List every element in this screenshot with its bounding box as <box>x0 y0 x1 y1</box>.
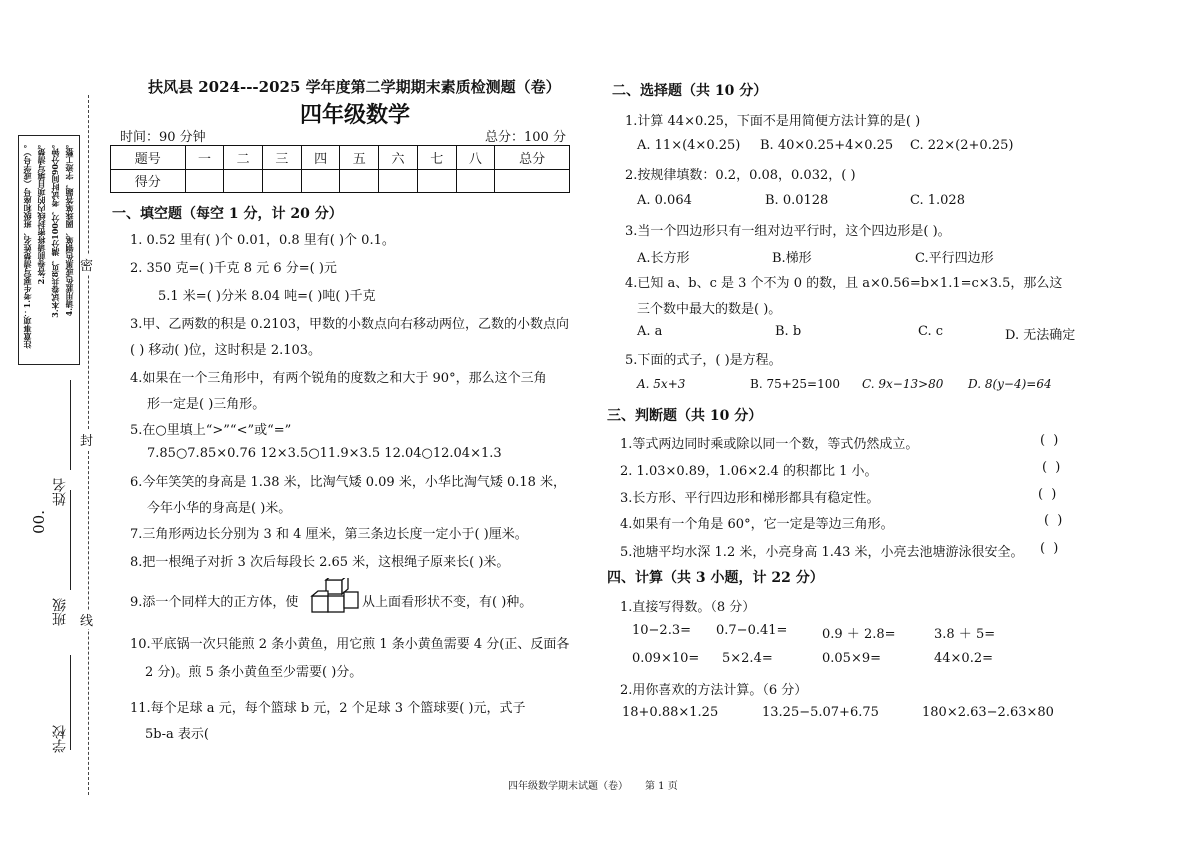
seal-mark-feng: 封 <box>80 430 93 449</box>
score-blank[interactable] <box>340 169 379 193</box>
judge-answer-4[interactable]: ( ) <box>1044 513 1065 528</box>
score-blank[interactable] <box>185 169 224 193</box>
calc-expr-3: 180×2.63−2.63×80 <box>922 705 1054 720</box>
score-blank[interactable] <box>495 169 570 193</box>
fill-q1: 1. 0.52 里有( )个 0.01，0.8 里有( )个 0.1。 <box>130 233 395 248</box>
score-blank[interactable] <box>379 169 418 193</box>
fill-q4a: 4.如果在一个三角形中，有两个锐角的度数之和大于 90°，那么这个三角 <box>130 371 547 386</box>
notice-line-2: 2.答卷前请将密封线内的项目填写清楚。 <box>36 140 46 285</box>
exam-notice-box <box>18 135 80 365</box>
choice-q5-opt-a: A. 5x+3 <box>637 377 686 391</box>
choice-q2: 2.按规律填数：0.2，0.08，0.032，( ) <box>625 168 856 183</box>
choice-q5-opt-d: D. 8(y−4)=64 <box>968 377 1052 391</box>
fill-q6a: 6.今年笑笑的身高是 1.38 米，比淘气矮 0.09 米，小华比淘气矮 0.18 米， <box>130 475 567 490</box>
choice-q3-opt-c: C.平行四边形 <box>915 251 994 266</box>
score-blank[interactable] <box>263 169 302 193</box>
seat-number: 00. <box>30 510 48 534</box>
score-cell: 二 <box>224 146 263 170</box>
fill-q5b: 7.85○7.85×0.76 12×3.5○11.9×3.5 12.04○12.04×1.3 <box>147 446 502 461</box>
calc-sub2-heading: 2.用你喜欢的方法计算。（6 分） <box>620 683 808 698</box>
section2-heading: 二、选择题（共 10 分） <box>612 83 768 99</box>
score-table-header-row <box>111 146 570 170</box>
section1-heading: 一、填空题（每空 1 分，计 20 分） <box>112 206 343 222</box>
exam-time: 时间：90 分钟 <box>120 130 206 145</box>
calc-oral-5: 0.09×10= <box>632 651 700 666</box>
choice-q2-opt-c: C. 1.028 <box>910 193 965 208</box>
calc-oral-7: 0.05×9= <box>822 651 882 666</box>
fill-q10b: 2 分)。煎 5 条小黄鱼至少需要( )分。 <box>145 665 363 680</box>
judge-item-3: 3.长方形、平行四边形和梯形都具有稳定性。 <box>620 491 880 506</box>
class-underline <box>70 490 71 590</box>
fill-q7: 7.三角形两边长分别为 3 和 4 厘米，第三条边长度一定小于( )厘米。 <box>130 527 528 542</box>
cube-face <box>328 596 344 612</box>
choice-q5: 5.下面的式子，( )是方程。 <box>625 353 782 368</box>
choice-q4-opt-a: A. a <box>637 324 663 339</box>
fill-q3a: 3.甲、乙两数的积是 0.2103，甲数的小数点向右移动两位，乙数的小数点向 <box>130 317 570 332</box>
section4-heading: 四、计算（共 3 小题，计 22 分） <box>607 570 824 586</box>
judge-item-4: 4.如果有一个角是 60°，它一定是等边三角形。 <box>620 517 894 532</box>
cube-face <box>312 591 328 596</box>
score-table-score-row <box>111 169 570 193</box>
calc-oral-4: 3.8 ＋ 5= <box>934 627 996 642</box>
score-cell: 三 <box>263 146 302 170</box>
score-row-label: 得分 <box>111 169 186 193</box>
footer-title: 四年级数学期末试题（卷） <box>508 781 628 792</box>
fill-q11b: 5b-a 表示( <box>145 727 209 742</box>
fill-q10a: 10.平底锅一次只能煎 2 条小黄鱼，用它煎 1 条小黄鱼需要 4 分(正、反面各 <box>130 637 570 652</box>
choice-q1: 1.计算 44×0.25，下面不是用简便方法计算的是( ) <box>625 114 921 129</box>
choice-q4-opt-c: C. c <box>918 324 944 339</box>
choice-q1-opt-a: A. 11×(4×0.25) <box>637 138 741 153</box>
choice-q3-opt-b: B.梯形 <box>772 251 812 266</box>
fill-q9b: 从上面看形状不变，有( )种。 <box>362 595 533 610</box>
score-blank[interactable] <box>417 169 456 193</box>
school-underline <box>70 655 71 750</box>
judge-item-2: 2. 1.03×0.89，1.06×2.4 的积都比 1 小。 <box>620 464 878 479</box>
fill-q5a: 5.在○里填上“>”“<”或“=” <box>130 423 292 438</box>
choice-q4b: 三个数中最大的数是( )。 <box>637 302 782 317</box>
score-cell: 四 <box>301 146 340 170</box>
judge-answer-2[interactable]: ( ) <box>1042 460 1063 475</box>
choice-q1-opt-b: B. 40×0.25+4×0.25 <box>760 138 894 153</box>
cube-figure <box>310 578 362 616</box>
subject-title: 四年级数学 <box>300 102 411 128</box>
fill-q6b: 今年小华的身高是( )米。 <box>147 501 292 516</box>
calc-oral-8: 44×0.2= <box>934 651 994 666</box>
score-cell: 五 <box>340 146 379 170</box>
judge-item-5: 5.池塘平均水深 1.2 米，小亮身高 1.43 米，小亮去池塘游泳很安全。 <box>620 545 1024 560</box>
calc-oral-2: 0.7−0.41= <box>716 623 788 638</box>
judge-answer-1[interactable]: ( ) <box>1040 433 1061 448</box>
fill-q3b: ( ) 移动( )位，这时积是 2.103。 <box>130 343 322 358</box>
judge-item-1: 1.等式两边同时乘或除以同一个数，等式仍然成立。 <box>620 437 919 452</box>
fill-q11a: 11.每个足球 a 元，每个篮球 b 元，2 个足球 3 个篮球要( )元，式子 <box>130 701 526 716</box>
judge-answer-3[interactable]: ( ) <box>1038 487 1059 502</box>
seal-mark-mi: 密 <box>80 255 93 274</box>
score-cell: 一 <box>185 146 224 170</box>
judge-answer-5[interactable]: ( ) <box>1040 541 1061 556</box>
seal-mark-xian: 线 <box>80 610 93 629</box>
fill-q2a: 2. 350 克=( )千克 8 元 6 分=( )元 <box>130 261 337 276</box>
choice-q5-opt-b: B. 75+25=100 <box>750 377 840 391</box>
score-blank[interactable] <box>224 169 263 193</box>
notice-line-4: 4.请用蓝色或黑色钢笔、圆珠笔答题，字迹工整。 <box>64 140 74 317</box>
choice-q2-opt-b: B. 0.0128 <box>765 193 829 208</box>
name-label: 姓名 <box>52 478 68 506</box>
class-label: 班级 <box>52 598 68 626</box>
exam-total: 总分：100 分 <box>485 130 566 145</box>
score-blank[interactable] <box>456 169 495 193</box>
score-cell: 题号 <box>111 146 186 170</box>
choice-q5-opt-c: C. 9x−13>80 <box>862 377 944 391</box>
score-table <box>110 145 570 193</box>
calc-oral-1: 10−2.3= <box>632 623 692 638</box>
calc-oral-6: 5×2.4= <box>722 651 773 666</box>
choice-q4a: 4.已知 a、b、c 是 3 个不为 0 的数，且 a×0.56=b×1.1=c×3.5，那么这 <box>625 276 1063 291</box>
choice-q3: 3.当一个四边形只有一组对边平行时，这个四边形是( )。 <box>625 224 951 239</box>
fill-q2b: 5.1 米=( )分米 8.04 吨=( )吨( )千克 <box>158 289 376 304</box>
choice-q4-opt-d: D. 无法确定 <box>1005 328 1076 343</box>
score-cell: 七 <box>417 146 456 170</box>
score-cell: 六 <box>379 146 418 170</box>
score-cell: 总分 <box>495 146 570 170</box>
score-blank[interactable] <box>301 169 340 193</box>
calc-expr-2: 13.25−5.07+6.75 <box>762 705 879 720</box>
fill-q4b: 形一定是( )三角形。 <box>147 397 266 412</box>
notice-line-3: 3.本试卷共8页，满分100分，考试时间90分钟。 <box>50 140 60 318</box>
exam-title: 扶风县 2024---2025 学年度第二学期期末素质检测题（卷） <box>148 78 561 96</box>
calc-expr-1: 18+0.88×1.25 <box>622 705 719 720</box>
section3-heading: 三、判断题（共 10 分） <box>607 408 763 424</box>
calc-oral-3: 0.9 ＋ 2.8= <box>822 627 896 642</box>
notice-line-1: 注意事项：1.考生要写清楚姓名、班级和座号（或学号）。 <box>22 140 32 349</box>
cube-face <box>344 592 358 608</box>
cube-face <box>312 596 328 612</box>
choice-q2-opt-a: A. 0.064 <box>637 193 692 208</box>
name-underline <box>70 380 71 470</box>
footer-page: 第 1 页 <box>645 781 678 792</box>
fill-q8: 8.把一根绳子对折 3 次后每段长 2.65 米，这根绳子原来长( )米。 <box>130 555 510 570</box>
calc-sub1-heading: 1.直接写得数。（8 分） <box>620 600 756 615</box>
choice-q1-opt-c: C. 22×(2+0.25) <box>910 138 1014 153</box>
fill-q9a: 9.添一个同样大的正方体，使 <box>130 595 299 610</box>
score-cell: 八 <box>456 146 495 170</box>
school-label: 学校 <box>52 725 68 753</box>
choice-q4-opt-b: B. b <box>775 324 802 339</box>
choice-q3-opt-a: A.长方形 <box>637 251 690 266</box>
